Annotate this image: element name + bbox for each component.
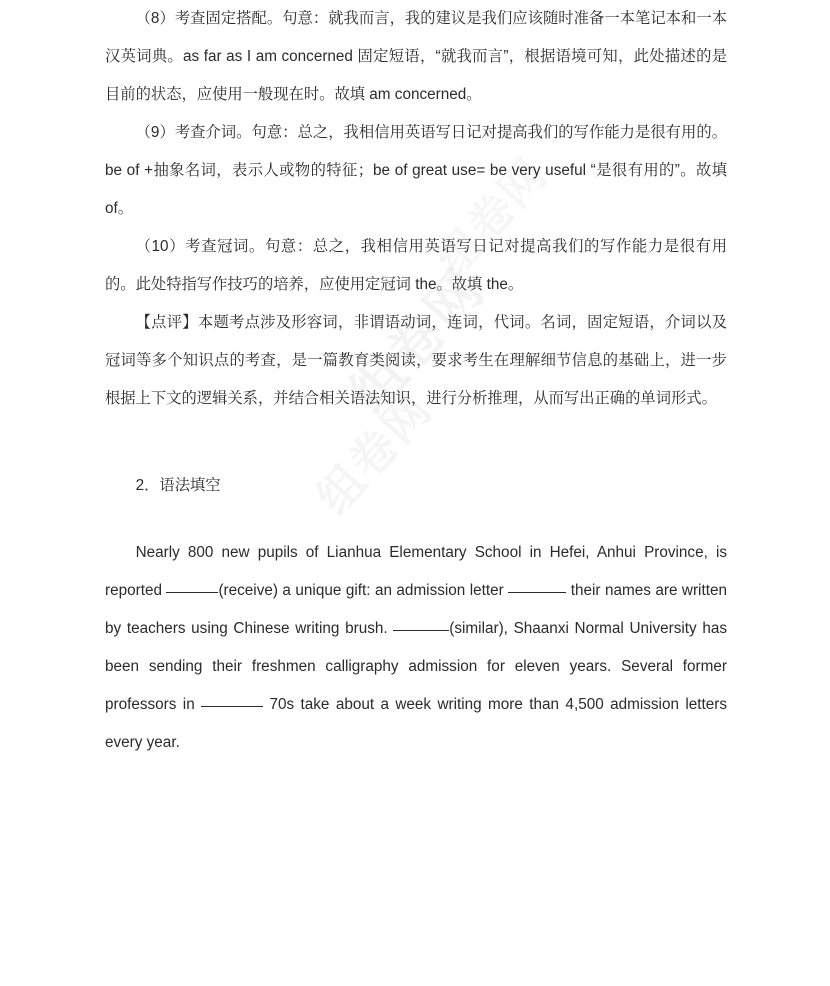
grammar-fill-passage (105, 534, 727, 762)
answer-blank-3[interactable] (393, 630, 449, 631)
explanation-item-9: （9）考查介词。句意：总之，我相信用英语写日记对提高我们的写作能力是很有用的。be of +抽象名词，表示人或物的特征；be of great use= be very useful “是很有用的”。故填 of。 (105, 124, 727, 217)
answer-blank-1[interactable] (166, 592, 218, 593)
explanation-item-10: （10）考查冠词。句意：总之，我相信用英语写日记对提高我们的写作能力是很有用的。此处特指写作技巧的培养，应使用定冠词 the。故填 the。 (105, 238, 727, 293)
explanation-item-8: （8）考查固定搭配。句意：就我而言，我的建议是我们应该随时准备一本笔记本和一本汉英词典。as far as I am concerned 固定短语，“就我而言”，根据语境可知，此处描述的是目前的状态，应使用一般现在时。故填 am concerned。 (105, 10, 727, 103)
section-heading-grammar-fill: 2．语法填空 (135, 477, 221, 494)
passage-segment-1: Nearly 800 new pupils of Lianhua Elementary School in Hefei, Anhui Province, is reported (105, 544, 727, 599)
passage-segment-3: their names are written by teachers using Chinese writing brush. (105, 582, 727, 637)
answer-blank-2[interactable] (508, 592, 566, 593)
answer-blank-4[interactable] (201, 706, 263, 707)
document-body (105, 0, 727, 762)
explanation-commentary: 【点评】本题考点涉及形容词，非谓语动词，连词，代词。名词，固定短语，介词以及冠词等多个知识点的考查，是一篇教育类阅读，要求考生在理解细节信息的基础上，进一步根据上下文的逻辑关系，并结合相关语法知识，进行分析推理，从而写出正确的单词形式。 (105, 314, 727, 407)
passage-segment-5: 70s take about a week writing more than 4,500 admission letters every year. (105, 696, 727, 751)
passage-segment-2: (receive) a unique gift: an admission letter (218, 582, 509, 599)
passage-segment-4: (similar), Shaanxi Normal University has been sending their freshmen calligraphy admission for eleven years. Several former professors in (105, 620, 727, 713)
